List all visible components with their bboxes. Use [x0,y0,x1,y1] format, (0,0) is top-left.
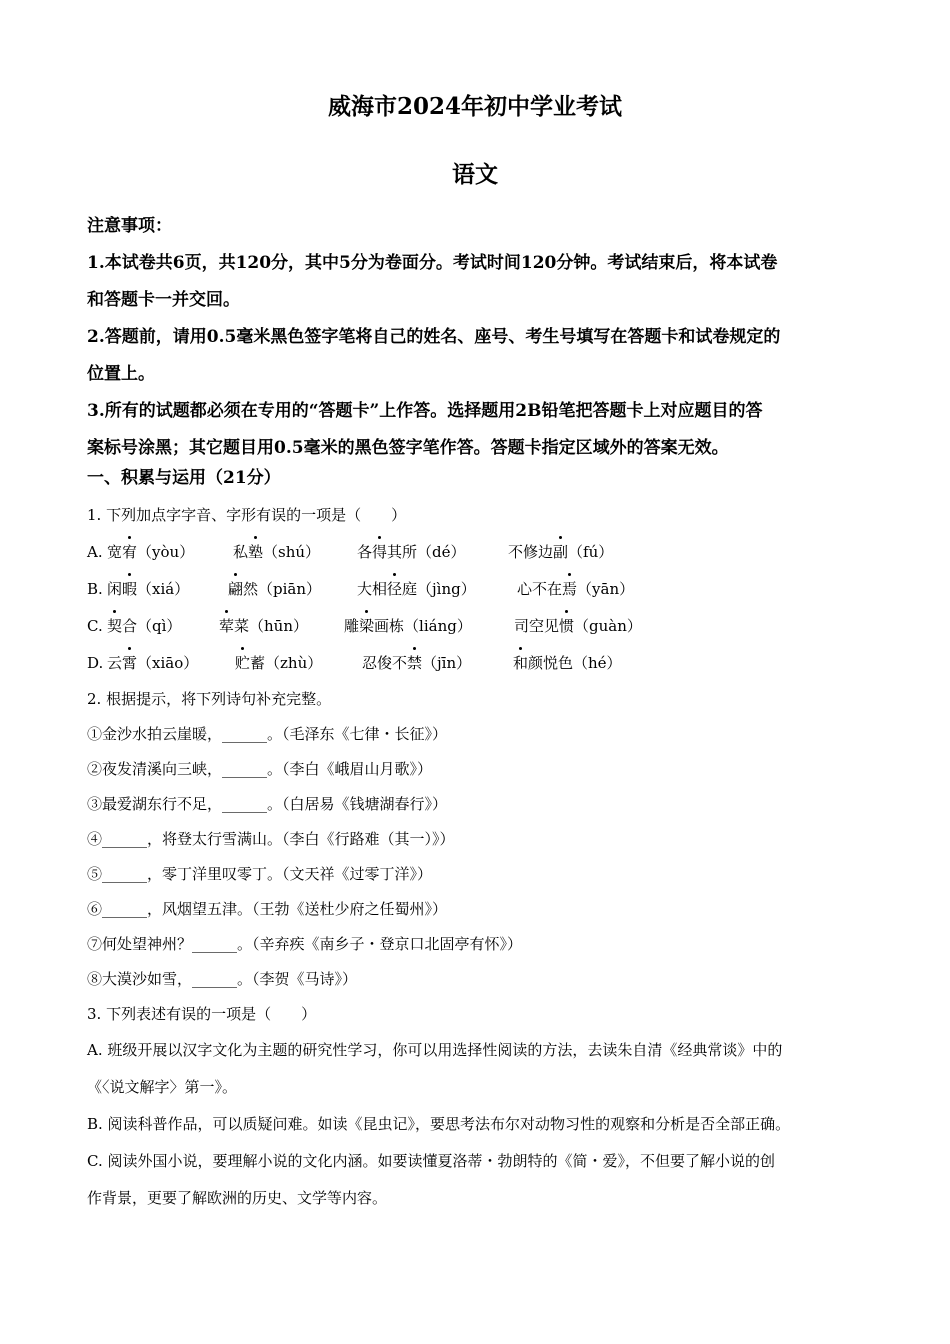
option-item: 私塾（shú） [233,534,320,571]
poem-line: ④______，将登太行雪满山。（李白《行路难（其一）》） [87,830,455,848]
option-item: 荤菜（hūn） [219,608,308,645]
option-item: 翩然（piān） [228,571,321,608]
dotted-char: 荤 [219,608,234,645]
dotted-char: 塾 [248,534,263,571]
question-3-line[interactable]: B. 阅读科普作品，可以质疑问难。如读《昆虫记》，要思考法布尔对动物习性的观察和分析是否全部正确。 [87,1115,791,1133]
subject-title: 语文 [452,161,498,188]
dotted-char: 径 [387,571,402,608]
option-letter: A. [87,543,103,561]
option-item: 心不在焉（yān） [517,571,634,608]
dotted-char: 霄 [122,645,137,682]
poem-line: ②夜发清溪向三峡，______。（李白《峨眉山月歌》） [87,760,433,778]
option-letter: D. [87,654,104,672]
notes-heading: 注意事项： [87,216,172,236]
section-heading: 一、积累与运用（21分） [87,468,281,488]
option-letter: B. [87,580,103,598]
poem-line: ①金沙水拍云崖暖，______。（毛泽东《七律・长征》） [87,725,448,743]
question-3-line[interactable]: C. 阅读外国小说，要理解小说的文化内涵。如要读懂夏洛蒂・勃朗特的《简・爱》，不但要了解小说的创 [87,1152,775,1170]
option-item: 不修边副（fú） [508,534,613,571]
option-item: 贮蓄（zhù） [235,645,322,682]
option-item: 忍俊不禁（jīn） [362,645,471,682]
dotted-char: 和 [513,645,528,682]
dotted-char: 宥 [122,534,137,571]
poem-line: ③最爱湖东行不足，______。（白居易《钱塘湖春行》） [87,795,448,813]
option-letter: C. [87,617,103,635]
notes-line: 和答题卡一并交回。 [87,290,240,310]
option-item: 云霄（xiāo） [107,645,198,682]
poem-line: ⑥______，风烟望五津。（王勃《送杜少府之任蜀州》） [87,900,448,918]
notes-line: 案标号涂黑；其它题目用0.5毫米的黑色签字笔作答。答题卡指定区域外的答案无效。 [87,438,729,458]
dotted-char: 翩 [228,571,243,608]
option-item: 闲暇（xiá） [107,571,189,608]
question-body [87,497,877,1217]
option-item: 雕梁画栋（liáng） [344,608,472,645]
question-3-line[interactable]: A. 班级开展以汉字文化为主题的研究性学习，你可以用选择性阅读的方法，去读朱自清《经典常谈》中的 [87,1041,783,1059]
notes-line: 2.答题前，请用0.5毫米黑色签字笔将自己的姓名、座号、考生号填写在答题卡和试卷规定的 [87,327,781,347]
question-3-line: 作背景，更要了解欧洲的历史、文学等内容。 [87,1189,388,1207]
notes-line: 1.本试卷共6页，共120分，其中5分为卷面分。考试时间120分钟。考试结束后，将本试卷 [87,253,778,273]
question-1-option-c[interactable] [87,608,877,645]
poem-line: ⑧大漠沙如雪，______。（李贺《马诗》） [87,970,358,988]
question-1-option-b[interactable] [87,571,877,608]
option-item: 和颜悦色（hé） [513,645,622,682]
dotted-char: 贮 [235,645,250,682]
option-item: 司空见惯（guàn） [514,608,642,645]
question-2-stem: 2. 根据提示，将下列诗句补充完整。 [87,690,332,708]
option-item: 大相径庭（jìng） [357,571,476,608]
dotted-char: 禁 [407,645,422,682]
dotted-char: 惯 [559,608,574,645]
option-item: 宽宥（yòu） [107,534,194,571]
dotted-char: 副 [553,534,568,571]
dotted-char: 得 [372,534,387,571]
option-item: 契合（qì） [107,608,181,645]
notes-line: 位置上。 [87,364,155,384]
question-3-stem: 3. 下列表述有误的一项是（ ） [87,1005,317,1023]
question-1-option-d[interactable] [87,645,877,682]
notes-block [87,208,877,467]
notes-line: 3.所有的试题都必须在专用的“答题卡”上作答。选择题用2B铅笔把答题卡上对应题目的答 [87,401,763,421]
dotted-char: 梁 [359,608,374,645]
option-item: 各得其所（dé） [357,534,466,571]
question-1-stem: 1. 下列加点字字音、字形有误的一项是（ ） [87,506,407,524]
question-3-line: 《〈说文解字〉第一》。 [87,1078,238,1096]
dotted-char: 暇 [122,571,137,608]
exam-title: 威海市2024年初中学业考试 [327,93,622,120]
poem-line: ⑤______，零丁洋里叹零丁。（文天祥《过零丁洋》） [87,865,433,883]
poem-line: ⑦何处望神州？______。（辛弃疾《南乡子・登京口北固亭有怀》） [87,935,523,953]
dotted-char: 契 [107,608,122,645]
question-1-option-a[interactable] [87,534,877,571]
dotted-char: 焉 [562,571,577,608]
